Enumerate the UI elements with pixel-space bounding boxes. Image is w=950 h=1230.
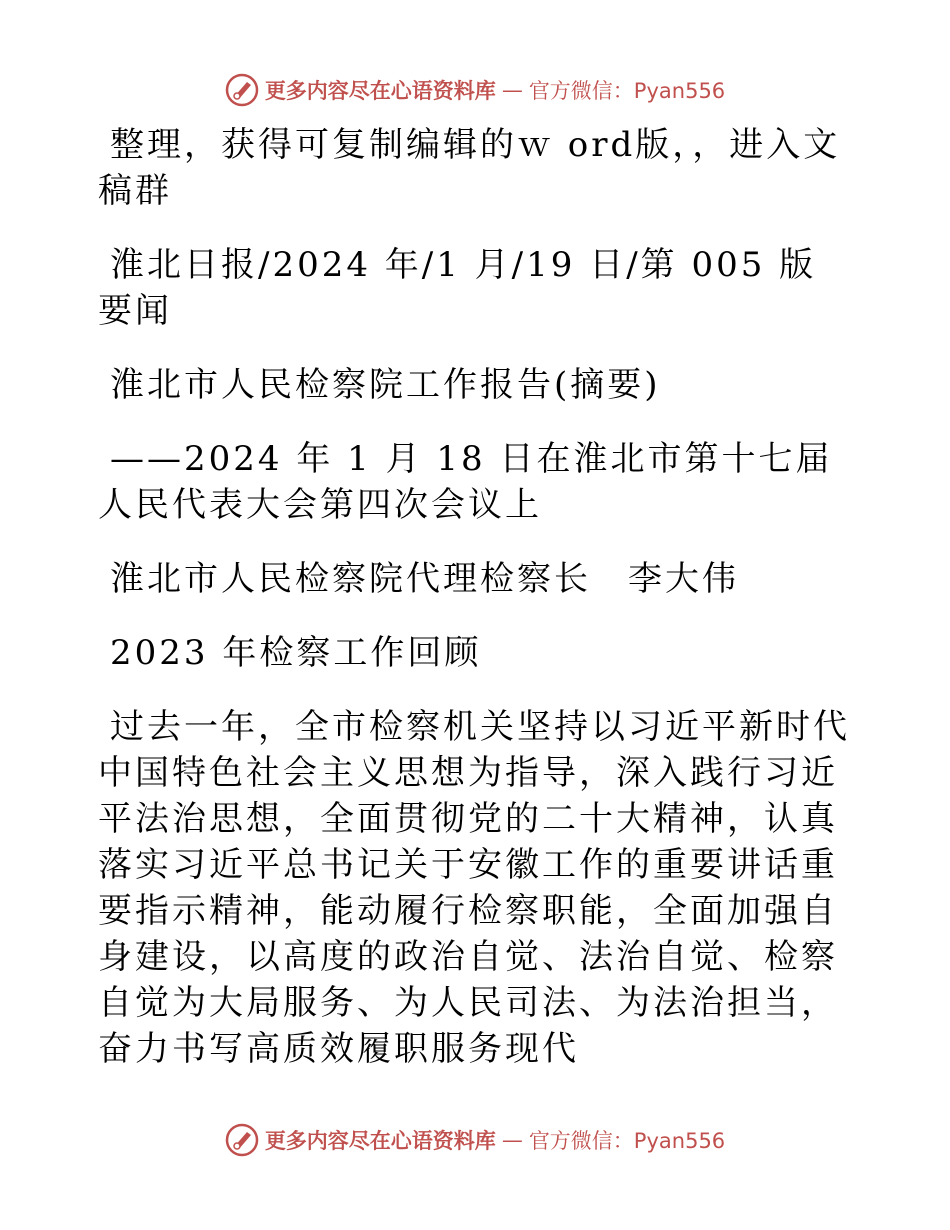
header-banner-separator: — [501,78,523,102]
header-banner-text: 更多内容尽在心语资料库 [264,79,496,103]
document-subtitle: ——2024 年 1 月 18 日在淮北市第十七届人民代表大会第四次会议上 [98,439,833,525]
document-title: 淮北市人民检察院工作报告(摘要) [110,365,661,405]
logo-icon [225,73,259,107]
document-body [98,122,853,1100]
header-banner [0,70,950,110]
paragraph-source: 淮北日报/2024 年/1 月/19 日/第 005 版要闻 [98,245,817,331]
paragraph-intro: 整理，获得可复制编辑的ｗ ord版，，进入文稿群 [98,125,841,211]
logo-icon [225,1123,259,1157]
body-paragraph: 过去一年，全市检察机关坚持以习近平新时代中国特色社会主义思想为指导，深入践行习近平法治思想，全面贯彻党的二十大精神，认真落实习近平总书记关于安徽工作的重要讲话重要指示精神，能动履行检察职能，全面加强自身建设，以高度的政治自觉、法治自觉、检察自觉为大局服务、为人民司法、为法治担当，奋力书写高质效履职服务现代 [98,707,850,1069]
footer-banner [0,1120,950,1160]
footer-banner-text: 更多内容尽在心语资料库 [264,1129,496,1153]
document-author: 淮北市人民检察院代理检察长 李大伟 [110,559,739,599]
footer-banner-separator: — [501,1128,523,1152]
footer-banner-wechat: 官方微信：Pyan556 [528,1129,726,1153]
section-heading: 2023 年检察工作回顾 [110,633,482,673]
header-banner-wechat: 官方微信：Pyan556 [528,79,726,103]
